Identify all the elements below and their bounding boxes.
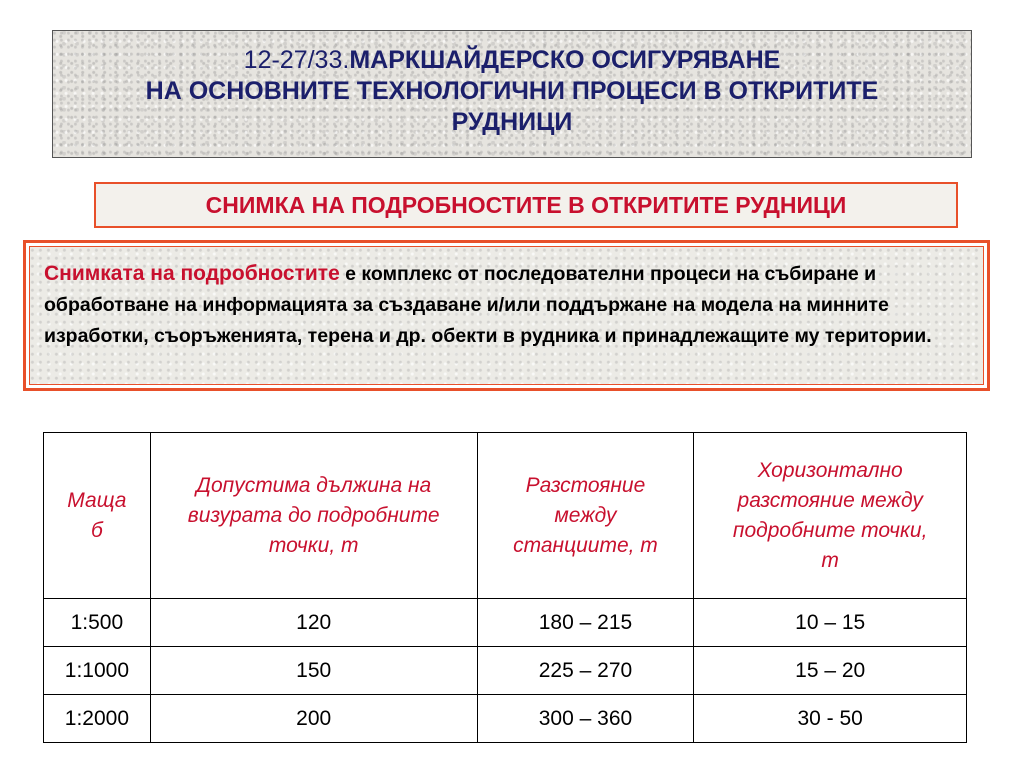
cell-scale: 1:500 — [44, 599, 151, 647]
cell-horizontal-distance: 15 – 20 — [694, 647, 967, 695]
scale-table — [43, 432, 967, 743]
definition-text — [29, 246, 984, 385]
cell-station-distance: 225 – 270 — [477, 647, 694, 695]
definition-body: е комплекс от последователни процеси на събиране и обработване на информацията за създаване и/или поддържане на модела на минните изработки, съоръженията, терена и др. обекти в рудника и принадлежащите му територии. — [44, 263, 932, 347]
title-line-2: НА ОСНОВНИТЕ ТЕХНОЛОГИЧНИ ПРОЦЕСИ В ОТКРИТИТЕ — [145, 77, 879, 105]
definition-term: Снимката на подробностите — [44, 262, 340, 285]
table-row — [44, 599, 967, 647]
slide-code: 12-27/33. — [243, 46, 350, 74]
header-horizontal-distance: Хоризонтално разстояние между подробните точки, m — [694, 433, 967, 599]
cell-scale: 1:1000 — [44, 647, 151, 695]
title-box — [52, 30, 972, 158]
definition-box — [23, 240, 990, 391]
header-station-distance: Разстояние между станциите, m — [477, 433, 694, 599]
title-line-3: РУДНИЦИ — [451, 108, 573, 136]
table-header-row — [44, 433, 967, 599]
table-row — [44, 647, 967, 695]
cell-horizontal-distance: 10 – 15 — [694, 599, 967, 647]
header-scale: Маща б — [44, 433, 151, 599]
section-subtitle: СНИМКА НА ПОДРОБНОСТИТЕ В ОТКРИТИТЕ РУДНИЦИ — [94, 182, 958, 228]
cell-sight-length: 150 — [150, 647, 477, 695]
header-sight-length: Допустима дължина на визурата до подробните точки, m — [150, 433, 477, 599]
cell-horizontal-distance: 30 - 50 — [694, 695, 967, 743]
title-line-1: МАРКШАЙДЕРСКО ОСИГУРЯВАНЕ — [349, 46, 781, 74]
cell-sight-length: 200 — [150, 695, 477, 743]
table-row — [44, 695, 967, 743]
cell-station-distance: 300 – 360 — [477, 695, 694, 743]
cell-scale: 1:2000 — [44, 695, 151, 743]
cell-station-distance: 180 – 215 — [477, 599, 694, 647]
cell-sight-length: 120 — [150, 599, 477, 647]
